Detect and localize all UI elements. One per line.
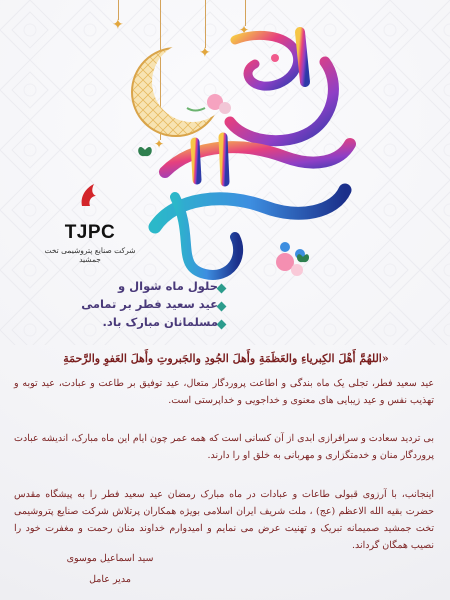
prayer-verse: «اللهُمَّ أَهْلَ الكِبرياءِ والعَظَمَةِ وأَهلَ الجُودِ والجَبروتِ وأَهلَ العَفوِ والرَّحمَةِ (63, 352, 389, 365)
star-icon: ✦ (154, 137, 165, 151)
star-icon: ✦ (112, 17, 124, 33)
star-icon: ✦ (239, 23, 250, 37)
paragraph-3: اینجانب، با آرزوی قبولی طاعات و عبادات در ماه مبارک رمضان عید سعید فطر را به پیشگاه مقدس حضرت بقیه الله الاعظم (عج) ، ملت شریف ایران اسلامی بویژه همکاران پرتلاش شرکت صنایع پتروشیمی تخت جمشید صمیمانه تبریک و تهنیت عرض می نمایم و امیدوارم خداوند منان رحمت و مغفرت خود را نصیب همگان گرداند. (14, 489, 434, 551)
signatory-title: مدیر عامل (89, 574, 131, 585)
tjpc-logo-icon (78, 182, 100, 208)
company-name: شرکت صنایع پتروشیمی تخت جمشید (44, 246, 136, 264)
paragraph-2: بی تردید سعادت و سرافرازی ابدی از آن کسانی است که همه عمر چون ایام این ماه مبارک، اندیشه عبادت پروردگار منان و خدمتگزاری و مهربانی به خلق او را دارند. (14, 433, 434, 461)
company-logo-text: TJPC (64, 222, 116, 243)
signatory-name: سید اسماعیل موسوی (66, 553, 154, 564)
headline-line-2: عید سعید فطر بر تمامی (81, 297, 218, 311)
headline-line-1: حلول ماه شوال و (118, 279, 218, 293)
headline-line-3: مسلمانان مبارک باد. (102, 315, 218, 329)
calligraphy-artwork (135, 22, 360, 287)
star-icon: ✦ (199, 45, 211, 61)
paragraph-1: عید سعید فطر، تجلی یک ماه بندگی و اطاعت پروردگار متعال، عید توفیق بر طاعت و عبادت، عید توبه و تهذیب نفس و عید زیبایی های معنوی و خداجویی و خداپرستی است. (14, 378, 434, 406)
